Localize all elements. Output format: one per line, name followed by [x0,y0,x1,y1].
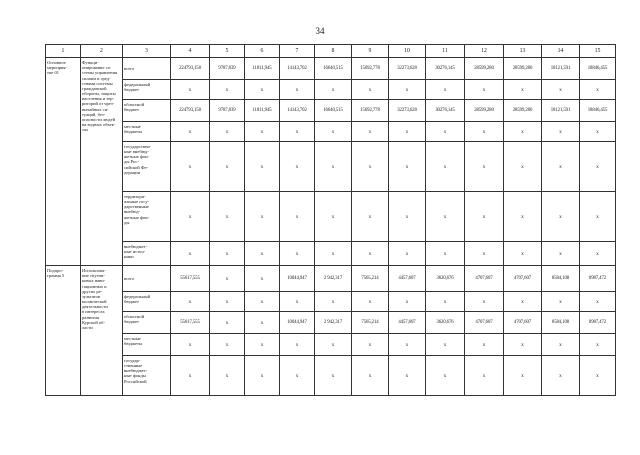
value-cell: x [389,192,426,242]
value-cell: 55617,555 [171,266,210,292]
value-cell: x [389,122,426,142]
value-cell: 9787,839 [210,100,245,122]
value-cell: x [210,334,245,356]
table-row [46,356,616,396]
value-cell: x [389,356,426,396]
value-cell: x [542,192,580,242]
value-cell: x [210,142,245,192]
value-cell: x [542,80,580,100]
value-cell: x [465,356,504,396]
value-cell: x [352,292,389,312]
column-number: 3 [123,45,171,58]
page-number: 34 [315,26,325,36]
value-cell: x [504,292,542,312]
value-cell: x [542,242,580,266]
value-cell: 7565,214 [352,266,389,292]
value-cell: x [171,242,210,266]
value-cell: x [542,334,580,356]
value-cell: x [542,122,580,142]
column-number: 14 [542,45,580,58]
value-cell: x [580,142,616,192]
value-cell: 32273,628 [389,58,426,80]
value-cell: x [210,356,245,396]
value-cell: 11811,945 [245,58,280,80]
table-row [46,122,616,142]
value-cell: x [245,122,280,142]
value-cell: x [171,292,210,312]
value-cell: x [352,356,389,396]
value-cell: x [245,266,280,292]
value-cell: x [210,312,245,334]
value-cell: x [280,242,315,266]
value-cell: 8584,108 [542,312,580,334]
value-cell: x [504,142,542,192]
column-number: 2 [81,45,123,58]
value-cell: x [315,292,352,312]
value-cell: 28599,280 [465,58,504,80]
value-cell: 18121,591 [542,100,580,122]
value-cell: 16640,515 [315,100,352,122]
column-number: 12 [465,45,504,58]
value-cell: 4457,607 [389,266,426,292]
value-cell: x [465,122,504,142]
table-row [46,192,616,242]
funding-source: федеральный бюджет [123,80,171,100]
table-row [46,334,616,356]
value-cell: x [280,142,315,192]
value-cell: 8987,472 [580,266,616,292]
column-number: 7 [280,45,315,58]
value-cell: 28599,280 [465,100,504,122]
value-cell: x [580,242,616,266]
funding-source: внебюджет- ные источ- ники [123,242,171,266]
funding-source: областной бюджет [123,312,171,334]
funding-source: территори- альные госу- дарственные внебюд- жетные фон- ды [123,192,171,242]
value-cell: x [245,192,280,242]
value-cell: x [426,122,465,142]
value-cell: x [171,334,210,356]
value-cell: x [171,142,210,192]
table-row [46,80,616,100]
value-cell: 30276,145 [426,58,465,80]
table-row [46,292,616,312]
value-cell: x [280,334,315,356]
value-cell: 55617,555 [171,312,210,334]
value-cell: x [389,292,426,312]
value-cell: x [504,80,542,100]
value-cell: 14143,702 [280,100,315,122]
value-cell: 10044,947 [280,312,315,334]
value-cell: x [245,334,280,356]
value-cell: 18121,591 [542,58,580,80]
column-number: 8 [315,45,352,58]
funding-source: местные бюджеты [123,122,171,142]
value-cell: 15692,778 [352,58,389,80]
value-cell: x [245,312,280,334]
column-number: 13 [504,45,542,58]
value-cell: x [210,266,245,292]
value-cell: x [245,80,280,100]
value-cell: x [315,80,352,100]
value-cell: x [280,292,315,312]
funding-source: всего [123,266,171,292]
budget-table [45,44,616,396]
column-number: 11 [426,45,465,58]
value-cell: 30276,145 [426,100,465,122]
value-cell: x [504,334,542,356]
value-cell: x [245,356,280,396]
value-cell: x [210,242,245,266]
value-cell: x [171,80,210,100]
value-cell: x [352,80,389,100]
value-cell: x [542,142,580,192]
value-cell: x [542,292,580,312]
value-cell: x [352,192,389,242]
value-cell: 8584,108 [542,266,580,292]
value-cell: x [465,292,504,312]
value-cell: x [580,292,616,312]
value-cell: 4457,607 [389,312,426,334]
value-cell: x [389,142,426,192]
value-cell: x [315,142,352,192]
value-cell: x [465,334,504,356]
value-cell: 11811,945 [245,100,280,122]
value-cell: x [426,356,465,396]
value-cell: 18846,455 [580,100,616,122]
value-cell: x [426,192,465,242]
header-row [46,45,616,58]
value-cell: x [245,242,280,266]
value-cell: 4707,607 [504,312,542,334]
value-cell: x [426,334,465,356]
value-cell: 28599,280 [504,100,542,122]
value-cell: 15692,778 [352,100,389,122]
value-cell: x [580,122,616,142]
value-cell: x [171,192,210,242]
value-cell: x [315,334,352,356]
funding-source: областной бюджет [123,100,171,122]
value-cell: 14143,702 [280,58,315,80]
value-cell: x [210,80,245,100]
value-cell: x [245,292,280,312]
value-cell: x [280,356,315,396]
value-cell: x [280,192,315,242]
value-cell: x [465,80,504,100]
funding-source: государствен- ные внебюд- жетные фон- ды Рос- сийской Фе- дерации [123,142,171,192]
value-cell: 224793,158 [171,100,210,122]
table-row [46,58,616,80]
value-cell: x [171,356,210,396]
value-cell: x [280,122,315,142]
value-cell: 3620,676 [426,266,465,292]
value-cell: x [426,242,465,266]
value-cell: x [580,356,616,396]
table-row [46,142,616,192]
value-cell: x [426,142,465,192]
value-cell: x [426,80,465,100]
value-cell: x [210,192,245,242]
measure-code: Основное мероприя- тие 01 [46,58,81,266]
value-cell: x [389,334,426,356]
value-cell: x [389,242,426,266]
value-cell: x [504,356,542,396]
value-cell: 4707,607 [465,312,504,334]
value-cell: x [352,334,389,356]
value-cell: x [580,80,616,100]
value-cell: 2 942,317 [315,312,352,334]
column-number: 9 [352,45,389,58]
column-number: 5 [210,45,245,58]
measure-code: Подпро- грамма 5 [46,266,81,396]
value-cell: x [504,122,542,142]
value-cell: 3620,676 [426,312,465,334]
value-cell: 4707,607 [504,266,542,292]
value-cell: 9787,839 [210,58,245,80]
value-cell: x [389,80,426,100]
value-cell: x [465,242,504,266]
value-cell: x [280,80,315,100]
value-cell: x [352,122,389,142]
measure-name: Использова- ние спутни- ковых нави- гационных и других ре- зультатов космической деятельности в интересах развития Курской об- ласти [81,266,123,396]
column-number: 4 [171,45,210,58]
value-cell: x [504,242,542,266]
funding-source: государ- ственные внебюджет- ные фонды Российской [123,356,171,396]
column-number: 15 [580,45,616,58]
value-cell: 16640,515 [315,58,352,80]
value-cell: x [504,192,542,242]
measure-name: Функци- онирование са- стемы управления силами и сред- ствами системы гражданской обороны, защиты населения и тер- риторий от чрез- вычайных си- туаций, без- опасности людей на водных объек- тах [81,58,123,266]
value-cell: x [542,356,580,396]
table-row [46,242,616,266]
value-cell: 224793,158 [171,58,210,80]
funding-source: местные бюджеты [123,334,171,356]
value-cell: x [171,122,210,142]
table-row [46,312,616,334]
value-cell: x [315,242,352,266]
value-cell: 8987,472 [580,312,616,334]
table-row [46,100,616,122]
value-cell: 28599,280 [504,58,542,80]
value-cell: 10044,947 [280,266,315,292]
column-number: 6 [245,45,280,58]
value-cell: x [210,122,245,142]
value-cell: x [465,142,504,192]
funding-source: всего [123,58,171,80]
value-cell: x [426,292,465,312]
value-cell: x [210,292,245,312]
value-cell: 7565,214 [352,312,389,334]
value-cell: 2 942,317 [315,266,352,292]
value-cell: x [465,192,504,242]
value-cell: 32273,628 [389,100,426,122]
value-cell: x [245,142,280,192]
value-cell: x [315,192,352,242]
value-cell: x [352,242,389,266]
value-cell: 4707,607 [465,266,504,292]
value-cell: x [352,142,389,192]
value-cell: 18846,455 [580,58,616,80]
column-number: 1 [46,45,81,58]
value-cell: x [315,122,352,142]
column-number: 10 [389,45,426,58]
table-row [46,266,616,292]
value-cell: x [580,334,616,356]
funding-source: федеральный бюджет [123,292,171,312]
value-cell: x [315,356,352,396]
value-cell: x [580,192,616,242]
